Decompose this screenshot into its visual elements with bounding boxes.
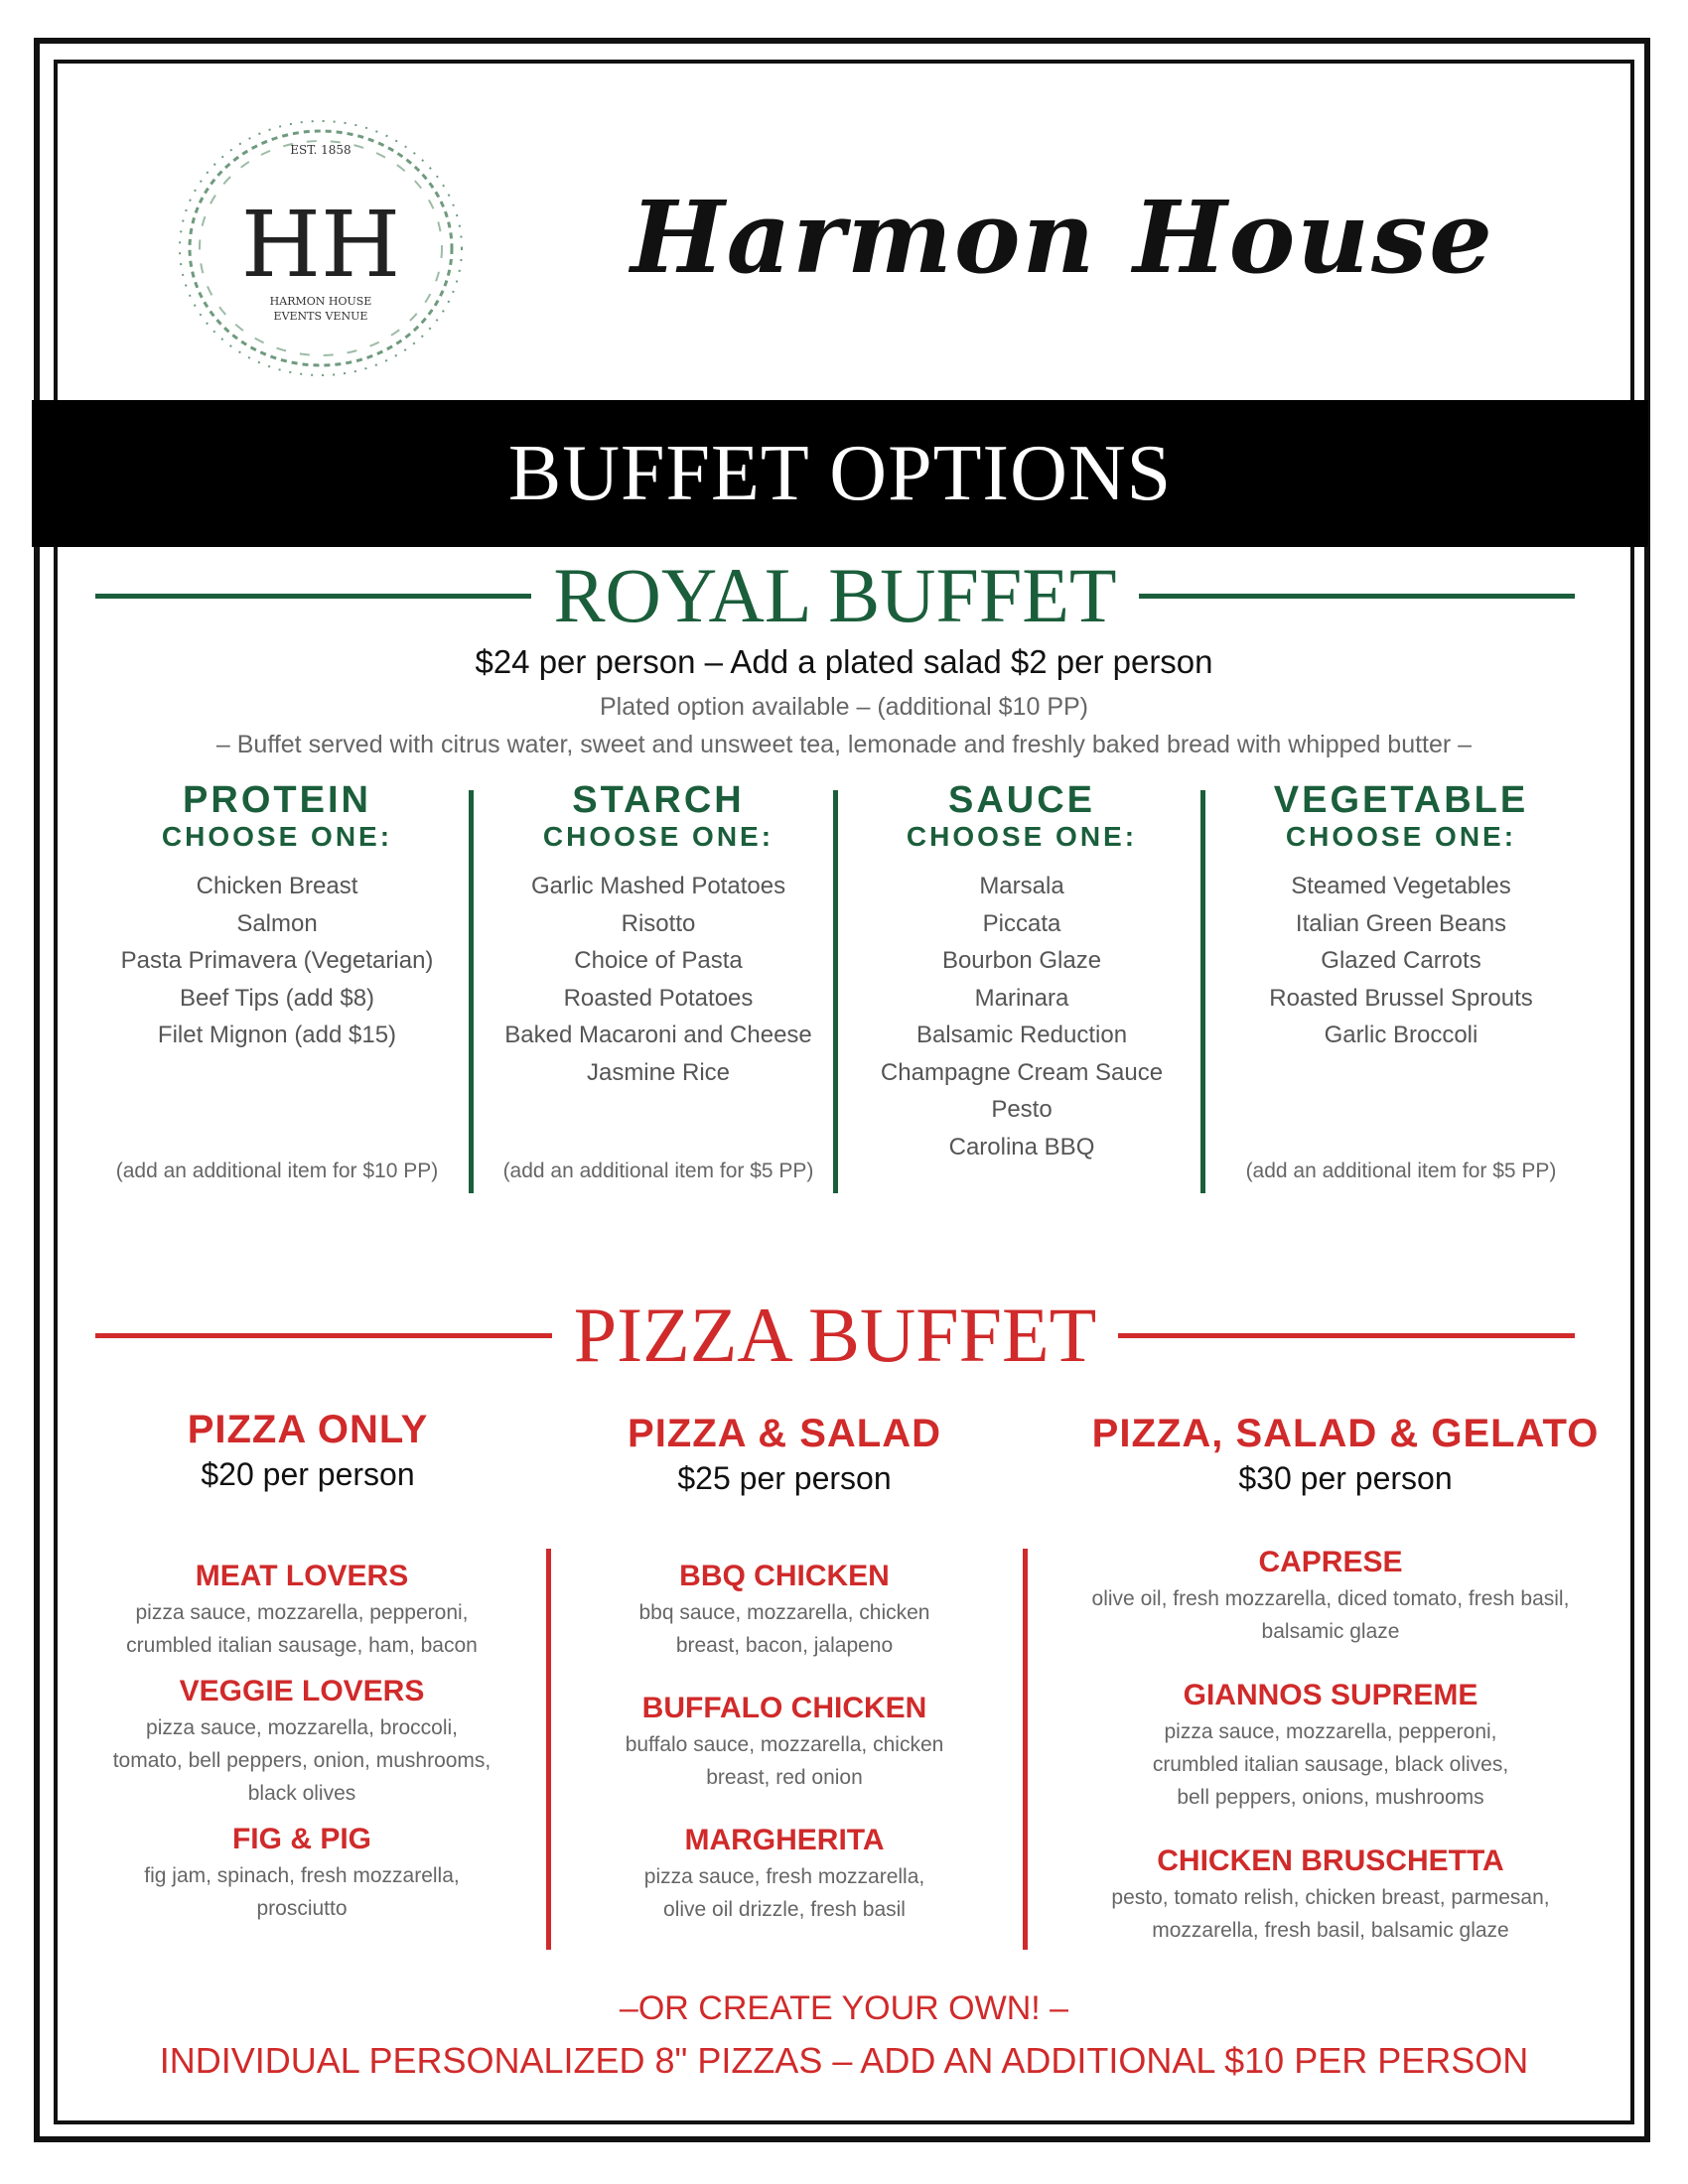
pizza-desc: bell peppers, onions, mushrooms bbox=[1177, 1786, 1484, 1809]
royal-buffet-heading bbox=[95, 551, 1575, 640]
tier-name: PIZZA & SALAD bbox=[628, 1412, 941, 1455]
tier-price: $20 per person bbox=[201, 1456, 415, 1492]
pizza-item bbox=[1053, 1543, 1609, 1648]
pizza-desc: pizza sauce, mozzarella, pepperoni, bbox=[1164, 1720, 1497, 1743]
list-item: Risotto bbox=[621, 909, 696, 937]
list-item: Steamed Vegetables bbox=[1291, 873, 1511, 899]
laurel-wreath-icon bbox=[167, 109, 475, 387]
list-item: Roasted Brussel Sprouts bbox=[1269, 984, 1533, 1012]
create-your-own-line: –OR CREATE YOUR OWN! – bbox=[619, 1989, 1069, 2027]
column-divider bbox=[1200, 790, 1205, 1193]
list-item: Marinara bbox=[974, 984, 1069, 1012]
logo-monogram: HH bbox=[240, 192, 401, 298]
column-subheading: CHOOSE ONE: bbox=[1285, 821, 1517, 852]
tier-pizza-salad-gelato bbox=[1033, 1412, 1658, 1497]
sauce-column bbox=[842, 780, 1201, 1165]
logo-line1: HARMON HOUSE bbox=[269, 295, 372, 308]
list-item: Chicken Breast bbox=[196, 873, 358, 899]
pizza-desc: buffalo sauce, mozzarella, chicken bbox=[625, 1733, 944, 1756]
column-heading: STARCH bbox=[572, 779, 745, 821]
starch-column bbox=[479, 779, 838, 1182]
pizza-desc: pesto, tomato relish, chicken breast, parmesan, bbox=[1111, 1886, 1550, 1909]
additional-item-note: (add an additional item for $5 PP) bbox=[1245, 1160, 1557, 1182]
list-item: Italian Green Beans bbox=[1295, 909, 1507, 937]
option-list bbox=[97, 868, 457, 1054]
column-subheading: CHOOSE ONE: bbox=[542, 821, 774, 852]
pizza-name: CHICKEN BRUSCHETTA bbox=[1157, 1844, 1504, 1877]
heading-rule-right bbox=[1139, 594, 1575, 599]
additional-item-note: (add an additional item for $5 PP) bbox=[502, 1160, 814, 1182]
column-subheading: CHOOSE ONE: bbox=[906, 821, 1138, 852]
pizza-desc: bbq sauce, mozzarella, chicken bbox=[638, 1601, 930, 1624]
option-list bbox=[479, 868, 838, 1091]
pizza-desc: breast, bacon, jalapeno bbox=[675, 1634, 894, 1657]
logo-est-text: EST. 1858 bbox=[290, 143, 352, 157]
pizza-buffet-heading bbox=[95, 1291, 1575, 1380]
pizza-desc: crumbled italian sausage, ham, bacon bbox=[126, 1634, 478, 1657]
pizza-name: GIANNOS SUPREME bbox=[1183, 1679, 1478, 1711]
royal-price-line: $24 per person – Add a plated salad $2 per person bbox=[475, 643, 1213, 680]
list-item: Beef Tips (add $8) bbox=[179, 984, 375, 1012]
list-item: Salmon bbox=[236, 909, 318, 937]
banner-title: BUFFET OPTIONS bbox=[507, 429, 1173, 517]
column-heading: PROTEIN bbox=[183, 779, 371, 821]
column-heading: SAUCE bbox=[947, 779, 1096, 821]
pizza-item bbox=[1053, 1676, 1609, 1814]
pizza-buffet-title: PIZZA BUFFET bbox=[573, 1292, 1097, 1378]
tier-price: $25 per person bbox=[677, 1460, 892, 1496]
pizza-name: MEAT LOVERS bbox=[195, 1560, 409, 1592]
pizza-desc: pizza sauce, mozzarella, pepperoni, bbox=[135, 1601, 469, 1624]
vegetable-column bbox=[1209, 779, 1593, 1182]
tier-price: $30 per person bbox=[1238, 1460, 1453, 1496]
column-divider bbox=[546, 1549, 551, 1950]
tier-name: PIZZA ONLY bbox=[187, 1408, 429, 1451]
logo-line2: EVENTS VENUE bbox=[273, 310, 368, 323]
pizza-name: FIG & PIG bbox=[231, 1823, 371, 1855]
pizza-desc: balsamic glaze bbox=[1261, 1620, 1400, 1643]
royal-served-line: – Buffet served with citrus water, sweet and unsweet tea, lemonade and freshly baked bread with whipped butter – bbox=[215, 731, 1473, 758]
tier-pizza-only bbox=[60, 1408, 556, 1493]
pizza-desc: olive oil, fresh mozzarella, diced tomato, fresh basil, bbox=[1091, 1587, 1570, 1610]
pizza-desc: fig jam, spinach, fresh mozzarella, bbox=[144, 1864, 460, 1887]
pizza-name: BBQ CHICKEN bbox=[679, 1560, 890, 1592]
pizza-desc: breast, red onion bbox=[706, 1766, 863, 1789]
pizza-desc: black olives bbox=[247, 1782, 356, 1805]
tier-pizza-salad bbox=[556, 1412, 1013, 1497]
heading-rule-right bbox=[1118, 1333, 1575, 1338]
list-item: Choice of Pasta bbox=[574, 947, 743, 974]
list-item: Pasta Primavera (Vegetarian) bbox=[120, 947, 434, 974]
list-item: Piccata bbox=[982, 909, 1061, 937]
list-item: Filet Mignon (add $15) bbox=[157, 1022, 397, 1048]
tier-name: PIZZA, SALAD & GELATO bbox=[1091, 1412, 1600, 1455]
list-item: Pesto bbox=[991, 1096, 1053, 1123]
heading-rule-left bbox=[95, 594, 531, 599]
personalized-pizza-line: INDIVIDUAL PERSONALIZED 8" PIZZAS – ADD AN ADDITIONAL $10 PER PERSON bbox=[159, 2040, 1529, 2081]
pizza-item bbox=[83, 1820, 520, 1925]
heading-rule-left bbox=[95, 1333, 552, 1338]
pizza-item bbox=[576, 1557, 993, 1662]
list-item: Jasmine Rice bbox=[586, 1058, 731, 1086]
pizza-name: CAPRESE bbox=[1258, 1546, 1403, 1578]
pizza-desc: mozzarella, fresh basil, balsamic glaze bbox=[1152, 1919, 1509, 1942]
list-item: Garlic Broccoli bbox=[1324, 1022, 1478, 1048]
pizza-desc: olive oil drizzle, fresh basil bbox=[663, 1898, 906, 1921]
royal-plated-line: Plated option available – (additional $10 PP) bbox=[599, 693, 1088, 721]
list-item: Balsamic Reduction bbox=[915, 1022, 1128, 1048]
pizza-item bbox=[576, 1821, 993, 1926]
list-item: Champagne Cream Sauce bbox=[880, 1058, 1164, 1086]
pizza-item bbox=[83, 1557, 520, 1662]
column-divider bbox=[469, 790, 474, 1193]
column-divider bbox=[1023, 1549, 1028, 1950]
additional-item-note: (add an additional item for $10 PP) bbox=[115, 1160, 439, 1182]
list-item: Roasted Potatoes bbox=[563, 984, 754, 1012]
column-subheading: CHOOSE ONE: bbox=[161, 821, 393, 852]
option-list bbox=[842, 868, 1201, 1165]
list-item: Baked Macaroni and Cheese bbox=[504, 1022, 812, 1048]
buffet-options-banner bbox=[32, 400, 1648, 547]
pizza-item bbox=[1053, 1842, 1609, 1947]
harmon-house-logo bbox=[167, 109, 475, 387]
pizza-desc: prosciutto bbox=[256, 1897, 348, 1920]
list-item: Glazed Carrots bbox=[1321, 947, 1481, 974]
list-item: Garlic Mashed Potatoes bbox=[530, 873, 786, 899]
column-divider bbox=[833, 790, 838, 1193]
protein-column bbox=[97, 779, 457, 1182]
list-item: Bourbon Glaze bbox=[941, 947, 1102, 974]
column-heading: VEGETABLE bbox=[1273, 779, 1529, 821]
option-list bbox=[1209, 868, 1593, 1054]
pizza-item bbox=[576, 1689, 993, 1794]
pizza-item bbox=[83, 1672, 520, 1810]
royal-buffet-title: ROYAL BUFFET bbox=[553, 552, 1117, 638]
pizza-desc: pizza sauce, mozzarella, broccoli, bbox=[146, 1716, 458, 1739]
list-item: Marsala bbox=[979, 873, 1064, 899]
pizza-name: BUFFALO CHICKEN bbox=[641, 1692, 927, 1724]
pizza-desc: crumbled italian sausage, black olives, bbox=[1152, 1753, 1509, 1776]
brand-title: Harmon House bbox=[631, 179, 1494, 296]
pizza-desc: tomato, bell peppers, onion, mushrooms, bbox=[112, 1749, 492, 1772]
pizza-name: MARGHERITA bbox=[684, 1824, 885, 1856]
pizza-name: VEGGIE LOVERS bbox=[179, 1675, 425, 1707]
list-item: Carolina BBQ bbox=[948, 1133, 1095, 1160]
pizza-desc: pizza sauce, fresh mozzarella, bbox=[643, 1865, 925, 1888]
